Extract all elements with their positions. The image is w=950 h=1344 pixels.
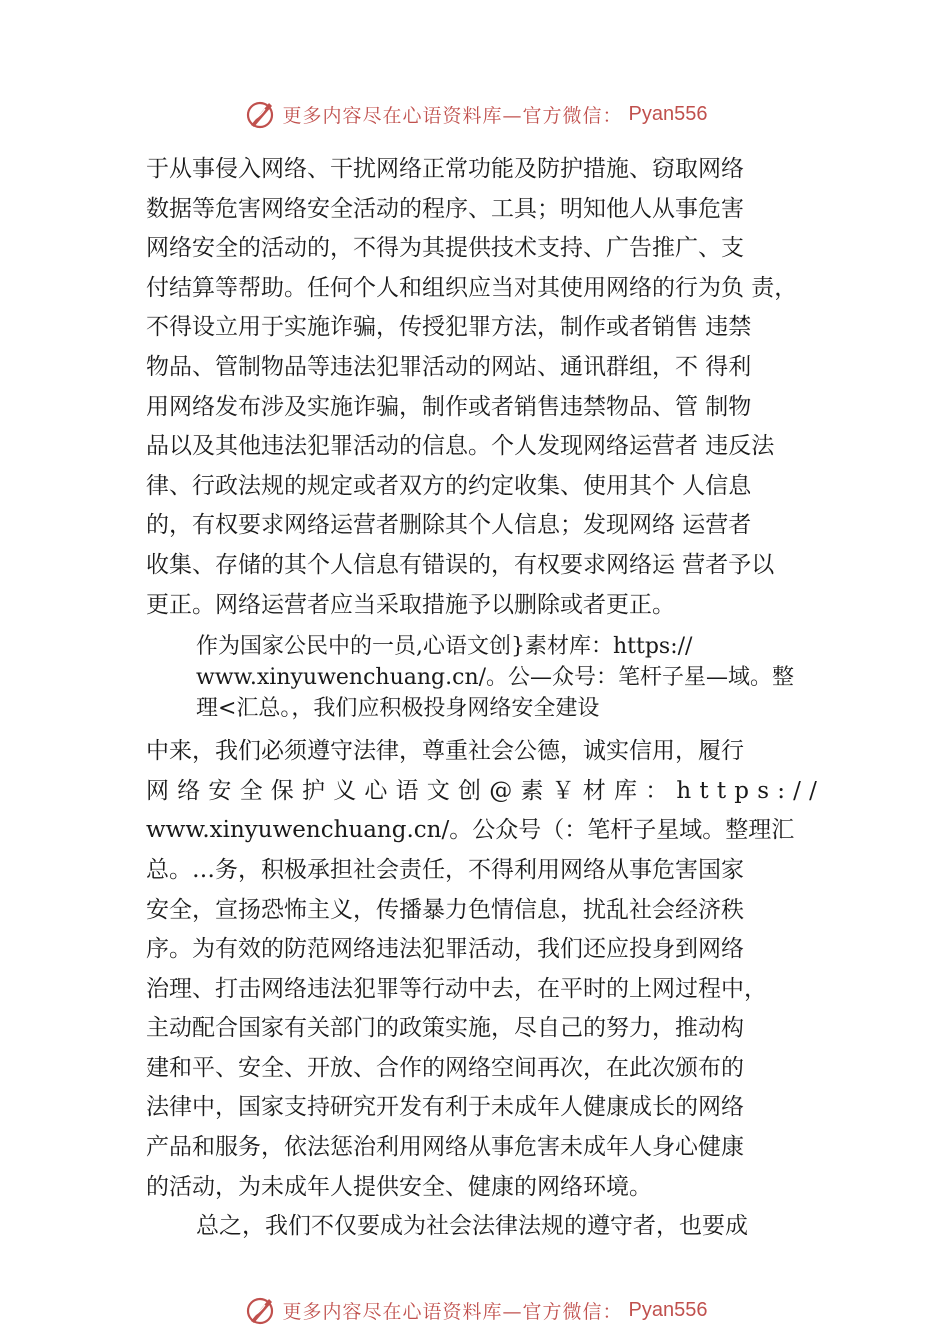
text-line: 付结算等帮助。任何个人和组织应当对其使用网络的行为负 责， bbox=[146, 274, 798, 301]
text-line: 安全，宣扬恐怖主义，传播暴力色情信息，扰乱社会经济秩 bbox=[146, 896, 744, 923]
text-line: 建和平、安全、开放、合作的网络空间再次，在此次颁布的 bbox=[146, 1054, 744, 1081]
text-line: 总。…务，积极承担社会责任，不得利用网络从事危害国家 bbox=[146, 856, 744, 883]
text-line: 中来，我们必须遵守法律，尊重社会公德，诚实信用，履行 bbox=[146, 738, 744, 765]
banner-wechat-id: Pyan556 bbox=[628, 102, 708, 125]
text-line: 序。为有效的防范网络违法犯罪活动，我们还应投身到网络 bbox=[146, 936, 744, 963]
footer-banner bbox=[0, 1288, 950, 1332]
text-line: 主动配合国家有关部门的政策实施，尽自己的努力，推动构 bbox=[146, 1015, 744, 1042]
paragraph-3 bbox=[146, 732, 846, 1207]
text-line: 物品、管制物品等违法犯罪活动的网站、通讯群组，不 得利 bbox=[146, 353, 752, 380]
text-line: 治理、打击网络违法犯罪等行动中去，在平时的上网过程中， bbox=[146, 975, 767, 1002]
text-line: 用网络发布涉及实施诈骗，制作或者销售违禁物品、管 制物 bbox=[146, 393, 752, 420]
text-line: 总之，我们不仅要成为社会法律法规的遵守者，也要成 bbox=[196, 1213, 748, 1240]
text-line: 收集、存储的其个人信息有错误的，有权要求网络运 营者予以 bbox=[146, 551, 775, 578]
paragraph-1 bbox=[146, 150, 846, 625]
paragraph-4 bbox=[146, 1207, 846, 1247]
text-line: 理<汇总。，我们应积极投身网络安全建设 bbox=[196, 696, 600, 722]
text-line: 的，有权要求网络运营者删除其个人信息；发现网络 运营者 bbox=[146, 512, 752, 539]
document-body bbox=[146, 150, 846, 1247]
text-line: 的活动，为未成年人提供安全、健康的网络环境。 bbox=[146, 1173, 652, 1200]
text-line: 产品和服务，依法惩治利用网络从事危害未成年人身心健康 bbox=[146, 1134, 744, 1161]
text-line: 不得设立用于实施诈骗，传授犯罪方法，制作或者销售 违禁 bbox=[146, 314, 752, 341]
text-line: www.xinyuwenchuang.cn/。公众号（：笔杆子星域。整理汇 bbox=[146, 817, 795, 844]
text-line: 于从事侵入网络、干扰网络正常功能及防护措施、窃取网络 bbox=[146, 156, 744, 182]
text-line: 数据等危害网络安全活动的程序、工具；明知他人从事危害 bbox=[146, 195, 744, 222]
banner-wechat-id: Pyan556 bbox=[628, 1298, 708, 1321]
header-banner bbox=[0, 92, 950, 136]
banner-text: 更多内容尽在心语资料库—官方微信： bbox=[282, 104, 623, 127]
paragraph-2 bbox=[146, 631, 846, 724]
text-line: www.xinyuwenchuang.cn/。公—众号：笔杆子星—域。整 bbox=[196, 665, 795, 691]
text-line: 品以及其他违法犯罪活动的信息。个人发现网络运营者 违反法 bbox=[146, 433, 775, 460]
text-line: 律、行政法规的规定或者双方的约定收集、使用其个 人信息 bbox=[146, 472, 752, 499]
text-line: 作为国家公民中的一员,心语文创}素材库：https:// bbox=[196, 634, 693, 660]
text-line: 法律中，国家支持研究开发有利于未成年人健康成长的网络 bbox=[146, 1094, 744, 1121]
quill-pen-icon bbox=[243, 97, 277, 131]
banner-text: 更多内容尽在心语资料库—官方微信： bbox=[282, 1300, 623, 1323]
quill-pen-icon bbox=[243, 1293, 277, 1327]
text-line: 网络安全的活动的，不得为其提供技术支持、广告推广、支 bbox=[146, 235, 744, 262]
text-line: 更正。网络运营者应当采取措施予以删除或者更正。 bbox=[146, 591, 675, 618]
text-line: 网络安全保护义心语文创@素￥材库：https:// bbox=[146, 777, 826, 804]
